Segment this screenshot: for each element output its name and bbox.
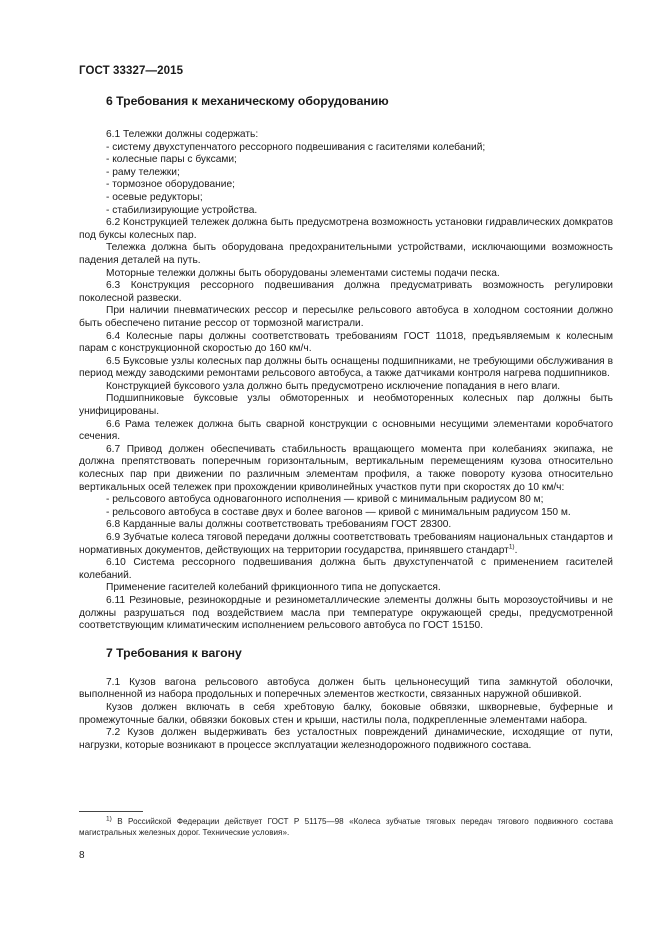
paragraph [79, 677, 613, 702]
paragraph-text: 7.2 Кузов должен выдерживать без усталостных повреждений динамические, исходящие от пути, нагрузки, которые возникают в процессе эксплуатации железнодорожного подвижного состава. [79, 727, 613, 751]
list-item [79, 142, 613, 155]
paragraph [79, 444, 613, 494]
paragraph-text: систему двухступенчатого рессорного подвешивания с гасителями колебаний; [112, 141, 486, 153]
footnote-reference: 1) [508, 543, 515, 551]
paragraph-text: Тележка должна быть оборудована предохранительными устройствами, исключающими возможность падения деталей на путь. [79, 242, 613, 266]
footnote [79, 817, 613, 838]
paragraph [79, 702, 613, 727]
paragraph-text: 6.7 Привод должен обеспечивать стабильность вращающего момента при колебаниях экипажа, не должна препятствовать поперечным горизонтальным, вертикальным перемещениям кузова относительно колесных пар при движении по различным элементам профиля, а также повороту кузова относительно вертикальных осей тележек при прохождении криволинейных участков пути при скоростях до 10 км/ч: [79, 443, 613, 493]
paragraph-tail: . [514, 544, 518, 556]
paragraph [79, 419, 613, 444]
footnote-mark: 1) [106, 815, 112, 823]
paragraph-text: 6.3 Конструкция рессорного подвешивания должна предусматривать возможность регулировки поколесной развески. [79, 280, 613, 304]
paragraph [79, 268, 613, 281]
paragraph [79, 381, 613, 394]
paragraph-text: Применение гасителей колебаний фрикционного типа не допускается. [106, 582, 441, 594]
paragraph [79, 532, 613, 557]
list-item [79, 507, 613, 520]
section-6-title: 6 Требования к механическому оборудованию [106, 94, 389, 108]
paragraph [79, 595, 613, 633]
page-number: 8 [79, 850, 85, 861]
paragraph-text: Кузов должен включать в себя хребтовую балку, боковые обвязки, шкворневые, буферные и промежуточные балки, обвязки боковых стен и крыши, настилы пола, подкрепленные элементами набора. [79, 701, 613, 726]
paragraph-text: осевые редукторы; [112, 191, 203, 203]
paragraph-text: При наличии пневматических рессор и пересылке рельсового автобуса в холодном состоянии должно быть обеспечено питание рессор от тормозной магистрали. [79, 305, 613, 329]
section-7-body [79, 677, 613, 753]
document-code: ГОСТ 33327—2015 [79, 65, 184, 77]
paragraph [79, 217, 613, 242]
paragraph-text: тормозное оборудование; [112, 179, 235, 191]
paragraph [79, 519, 613, 532]
paragraph [79, 280, 613, 305]
paragraph-text: рельсового автобуса в составе двух и более вагонов — кривой с минимальным радиусом 150 м. [112, 506, 571, 518]
list-item [79, 205, 613, 218]
paragraph [79, 393, 613, 418]
paragraph [79, 129, 613, 142]
paragraph-text: 6.10 Система рессорного подвешивания должна быть двухступенчатой с применением гасителей колебаний. [79, 557, 613, 581]
list-item [79, 154, 613, 167]
paragraph [79, 356, 613, 381]
paragraph [79, 305, 613, 330]
list-item [79, 167, 613, 180]
paragraph-text: 6.4 Колесные пары должны соответствовать требованиям ГОСТ 11018, предъявляемым к колесным парам с конструкционной скоростью до 160 км/ч. [79, 330, 613, 355]
paragraph [79, 727, 613, 752]
paragraph [79, 582, 613, 595]
paragraph [79, 242, 613, 267]
paragraph [79, 331, 613, 356]
paragraph-text: 6.11 Резиновые, резинокордные и резинометаллические элементы должны быть морозоустойчивы и не должны разрушаться под воздействием масла при температуре окружающей среды, предусмотренной соответствующим климатическим исполнением рельсового автобуса по ГОСТ 15150. [79, 594, 613, 632]
paragraph-text: Подшипниковые буксовые узлы обмоторенных и необмоторенных колесных пар должны быть унифицированы. [79, 393, 613, 418]
footnote-divider [79, 811, 143, 812]
list-item [79, 494, 613, 507]
list-item [79, 179, 613, 192]
paragraph [79, 557, 613, 582]
paragraph-text: колесные пары с буксами; [112, 154, 237, 166]
section-7-title: 7 Требования к вагону [106, 645, 242, 660]
paragraph-text: 6.8 Карданные валы должны соответствовать требованиям ГОСТ 28300. [106, 519, 452, 531]
paragraph-text: 6.1 Тележки должны содержать: [106, 129, 259, 140]
paragraph-text: 6.5 Буксовые узлы колесных пар должны быть оснащены подшипниками, не требующими обслуживания в период между заводскими ремонтами рельсового автобуса, а также датчиками контроля нагрева подшипников. [79, 355, 613, 380]
paragraph-text: стабилизирующие устройства. [112, 204, 258, 216]
footnote-text: В Российской Федерации действует ГОСТ Р 51175—98 «Колеса зубчатые тяговых передач тягового подвижного состава магистральных железных дорог. Технические условия». [79, 817, 613, 837]
paragraph-text: 6.2 Конструкцией тележек должна быть предусмотрена возможность установки гидравлических домкратов под буксы колесных пар. [79, 217, 613, 241]
page-content [79, 90, 613, 752]
paragraph-text: 6.6 Рама тележек должна быть сварной конструкции с основными несущими элементами коробчатого сечения. [79, 418, 613, 443]
paragraph-text: раму тележки; [112, 166, 180, 178]
paragraph-text: рельсового автобуса одновагонного исполнения — кривой с минимальным радиусом 80 м; [112, 494, 544, 506]
paragraph-text: 7.1 Кузов вагона рельсового автобуса должен быть цельнонесущий типа замкнутой оболочки, выполненной из набора продольных и поперечных элементов жесткости, связанных наружной обшивкой. [79, 676, 613, 701]
list-item [79, 192, 613, 205]
paragraph-text: Моторные тележки должны быть оборудованы элементами системы подачи песка. [106, 267, 500, 279]
paragraph-text: Конструкцией буксового узла должно быть предусмотрено исключение попадания в него влаги. [106, 380, 561, 392]
section-6-body [79, 129, 613, 633]
paragraph-text: 6.9 Зубчатые колеса тяговой передачи должны соответствовать требованиям национальных стандартов и нормативных документов, действующих на территории государства, принявшего стандарт [79, 532, 613, 556]
